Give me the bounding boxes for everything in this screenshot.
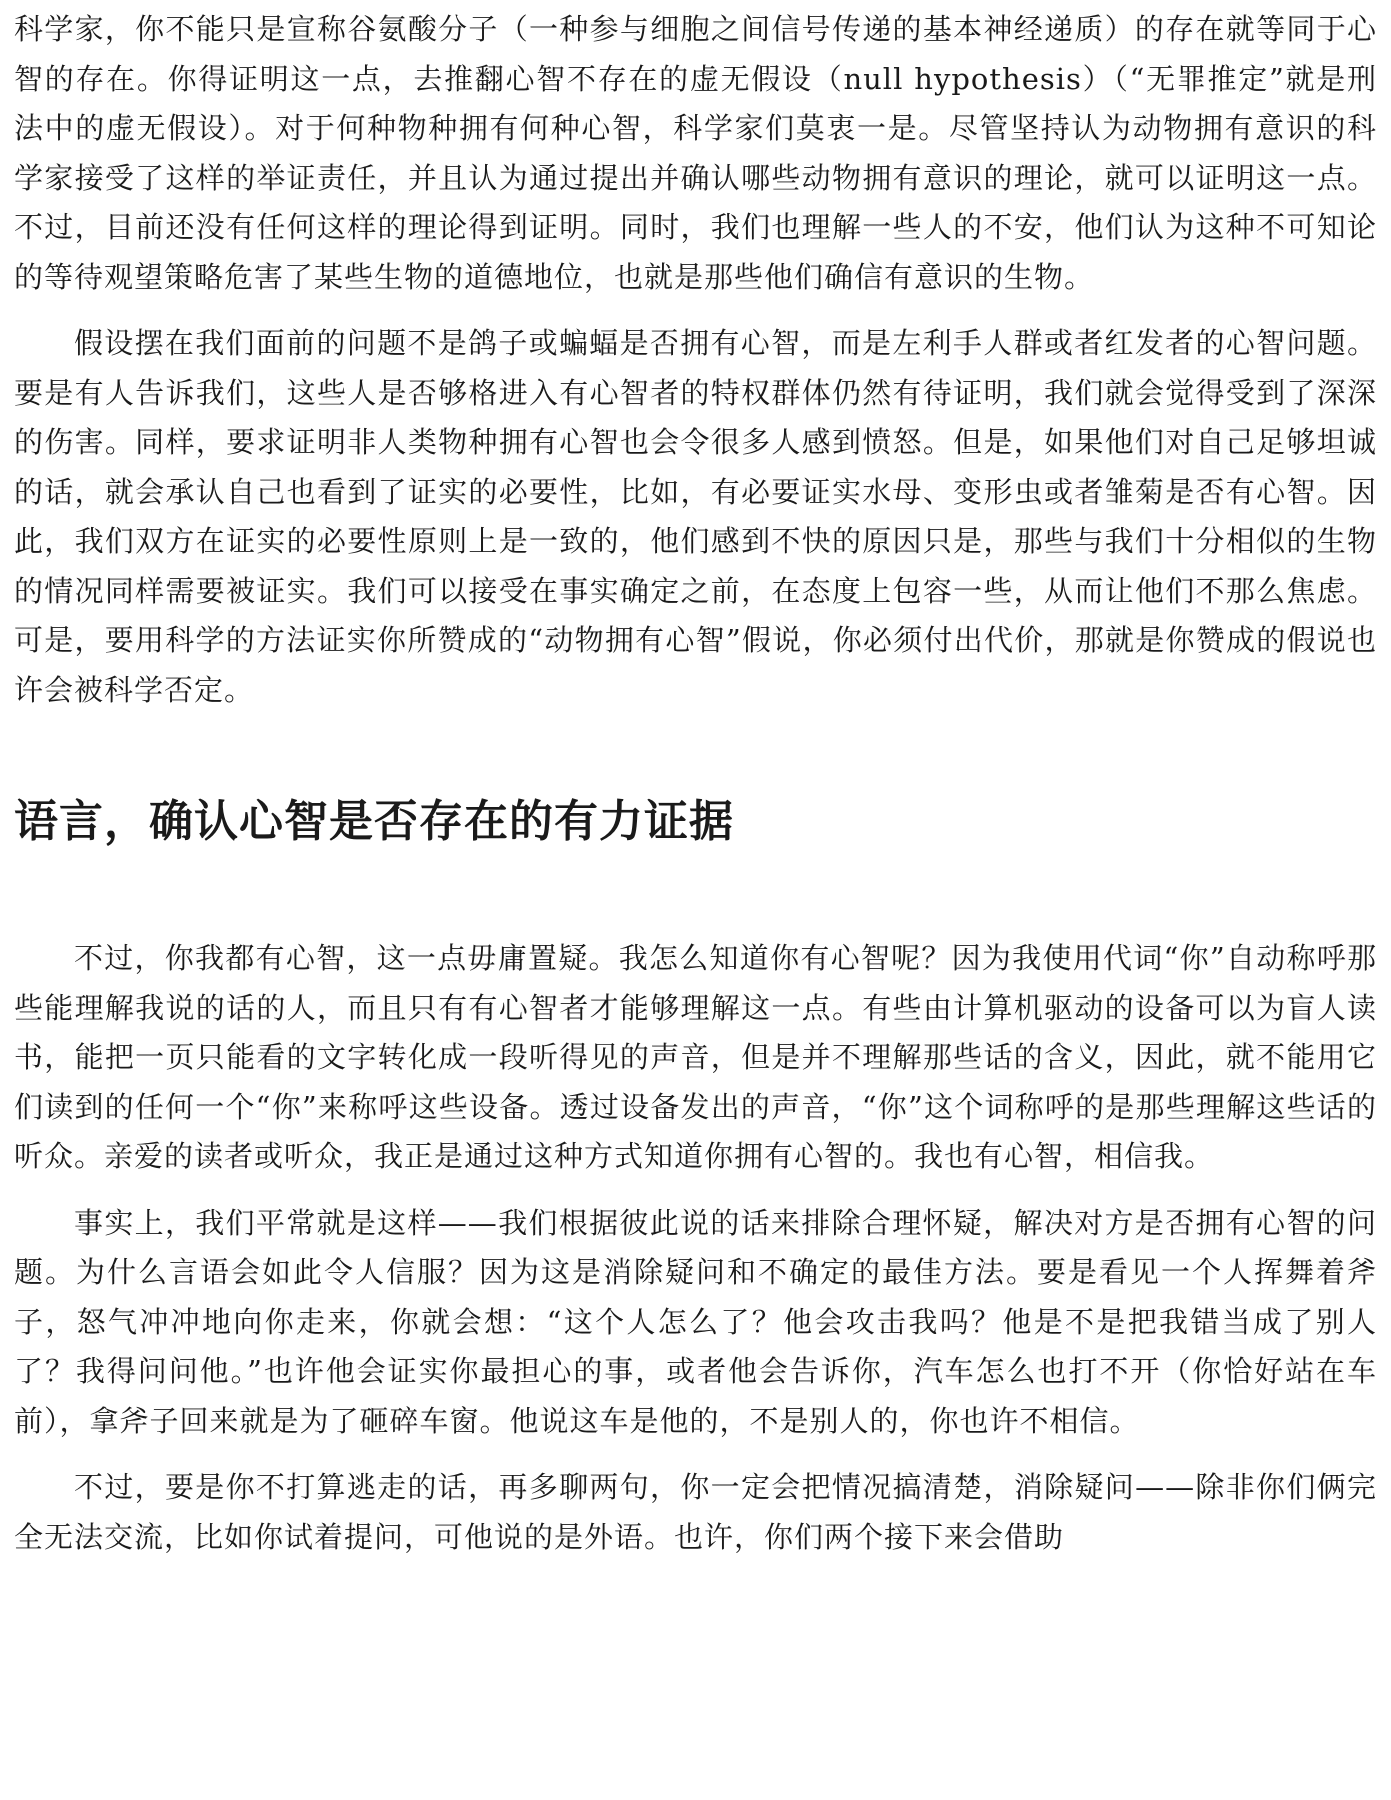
- body-paragraph-3: 不过，你我都有心智，这一点毋庸置疑。我怎么知道你有心智呢？因为我使用代词“你”自动称呼那些能理解我说的话的人，而且只有有心智者才能够理解这一点。有些由计算机驱动的设备可以为盲人读书，能把一页只能看的文字转化成一段听得见的声音，但是并不理解那些话的含义，因此，就不能用它们读到的任何一个“你”来称呼这些设备。透过设备发出的声音，“你”这个词称呼的是那些理解这些话的听众。亲爱的读者或听众，我正是通过这种方式知道你拥有心智的。我也有心智，相信我。: [14, 941, 1377, 1173]
- body-paragraph-1: 科学家，你不能只是宣称谷氨酸分子（一种参与细胞之间信号传递的基本神经递质）的存在就等同于心智的存在。你得证明这一点，去推翻心智不存在的虚无假设（null hypothesis）（“无罪推定”就是刑法中的虚无假设）。对于何种物种拥有何种心智，科学家们莫衷一是。尽管坚持认为动物拥有意识的科学家接受了这样的举证责任，并且认为通过提出并确认哪些动物拥有意识的理论，就可以证明这一点。不过，目前还没有任何这样的理论得到证明。同时，我们也理解一些人的不安，他们认为这种不可知论的等待观望策略危害了某些生物的道德地位，也就是那些他们确信有意识的生物。: [14, 12, 1377, 294]
- body-paragraph-2: 假设摆在我们面前的问题不是鸽子或蝙蝠是否拥有心智，而是左利手人群或者红发者的心智问题。要是有人告诉我们，这些人是否够格进入有心智者的特权群体仍然有待证明，我们就会觉得受到了深深的伤害。同样，要求证明非人类物种拥有心智也会令很多人感到愤怒。但是，如果他们对自己足够坦诚的话，就会承认自己也看到了证实的必要性，比如，有必要证实水母、变形虫或者雏菊是否有心智。因此，我们双方在证实的必要性原则上是一致的，他们感到不快的原因只是，那些与我们十分相似的生物的情况同样需要被证实。我们可以接受在事实确定之前，在态度上包容一些，从而让他们不那么焦虑。可是，要用科学的方法证实你所赞成的“动物拥有心智”假说，你必须付出代价，那就是你赞成的假说也许会被科学否定。: [14, 326, 1377, 707]
- body-paragraph-5: 不过，要是你不打算逃走的话，再多聊两句，你一定会把情况搞清楚，消除疑问——除非你们俩完全无法交流，比如你试着提问，可他说的是外语。也许，你们两个接下来会借助: [14, 1470, 1377, 1554]
- body-paragraph-4: 事实上，我们平常就是这样——我们根据彼此说的话来排除合理怀疑，解决对方是否拥有心智的问题。为什么言语会如此令人信服？因为这是消除疑问和不确定的最佳方法。要是看见一个人挥舞着斧子，怒气冲冲地向你走来，你就会想：“这个人怎么了？他会攻击我吗？他是不是把我错当成了别人了？我得问问他。”也许他会证实你最担心的事，或者他会告诉你，汽车怎么也打不开（你恰好站在车前），拿斧子回来就是为了砸碎车窗。他说这车是他的，不是别人的，你也许不相信。: [14, 1205, 1377, 1438]
- section-heading: 语言，确认心智是否存在的有力证据: [14, 796, 734, 847]
